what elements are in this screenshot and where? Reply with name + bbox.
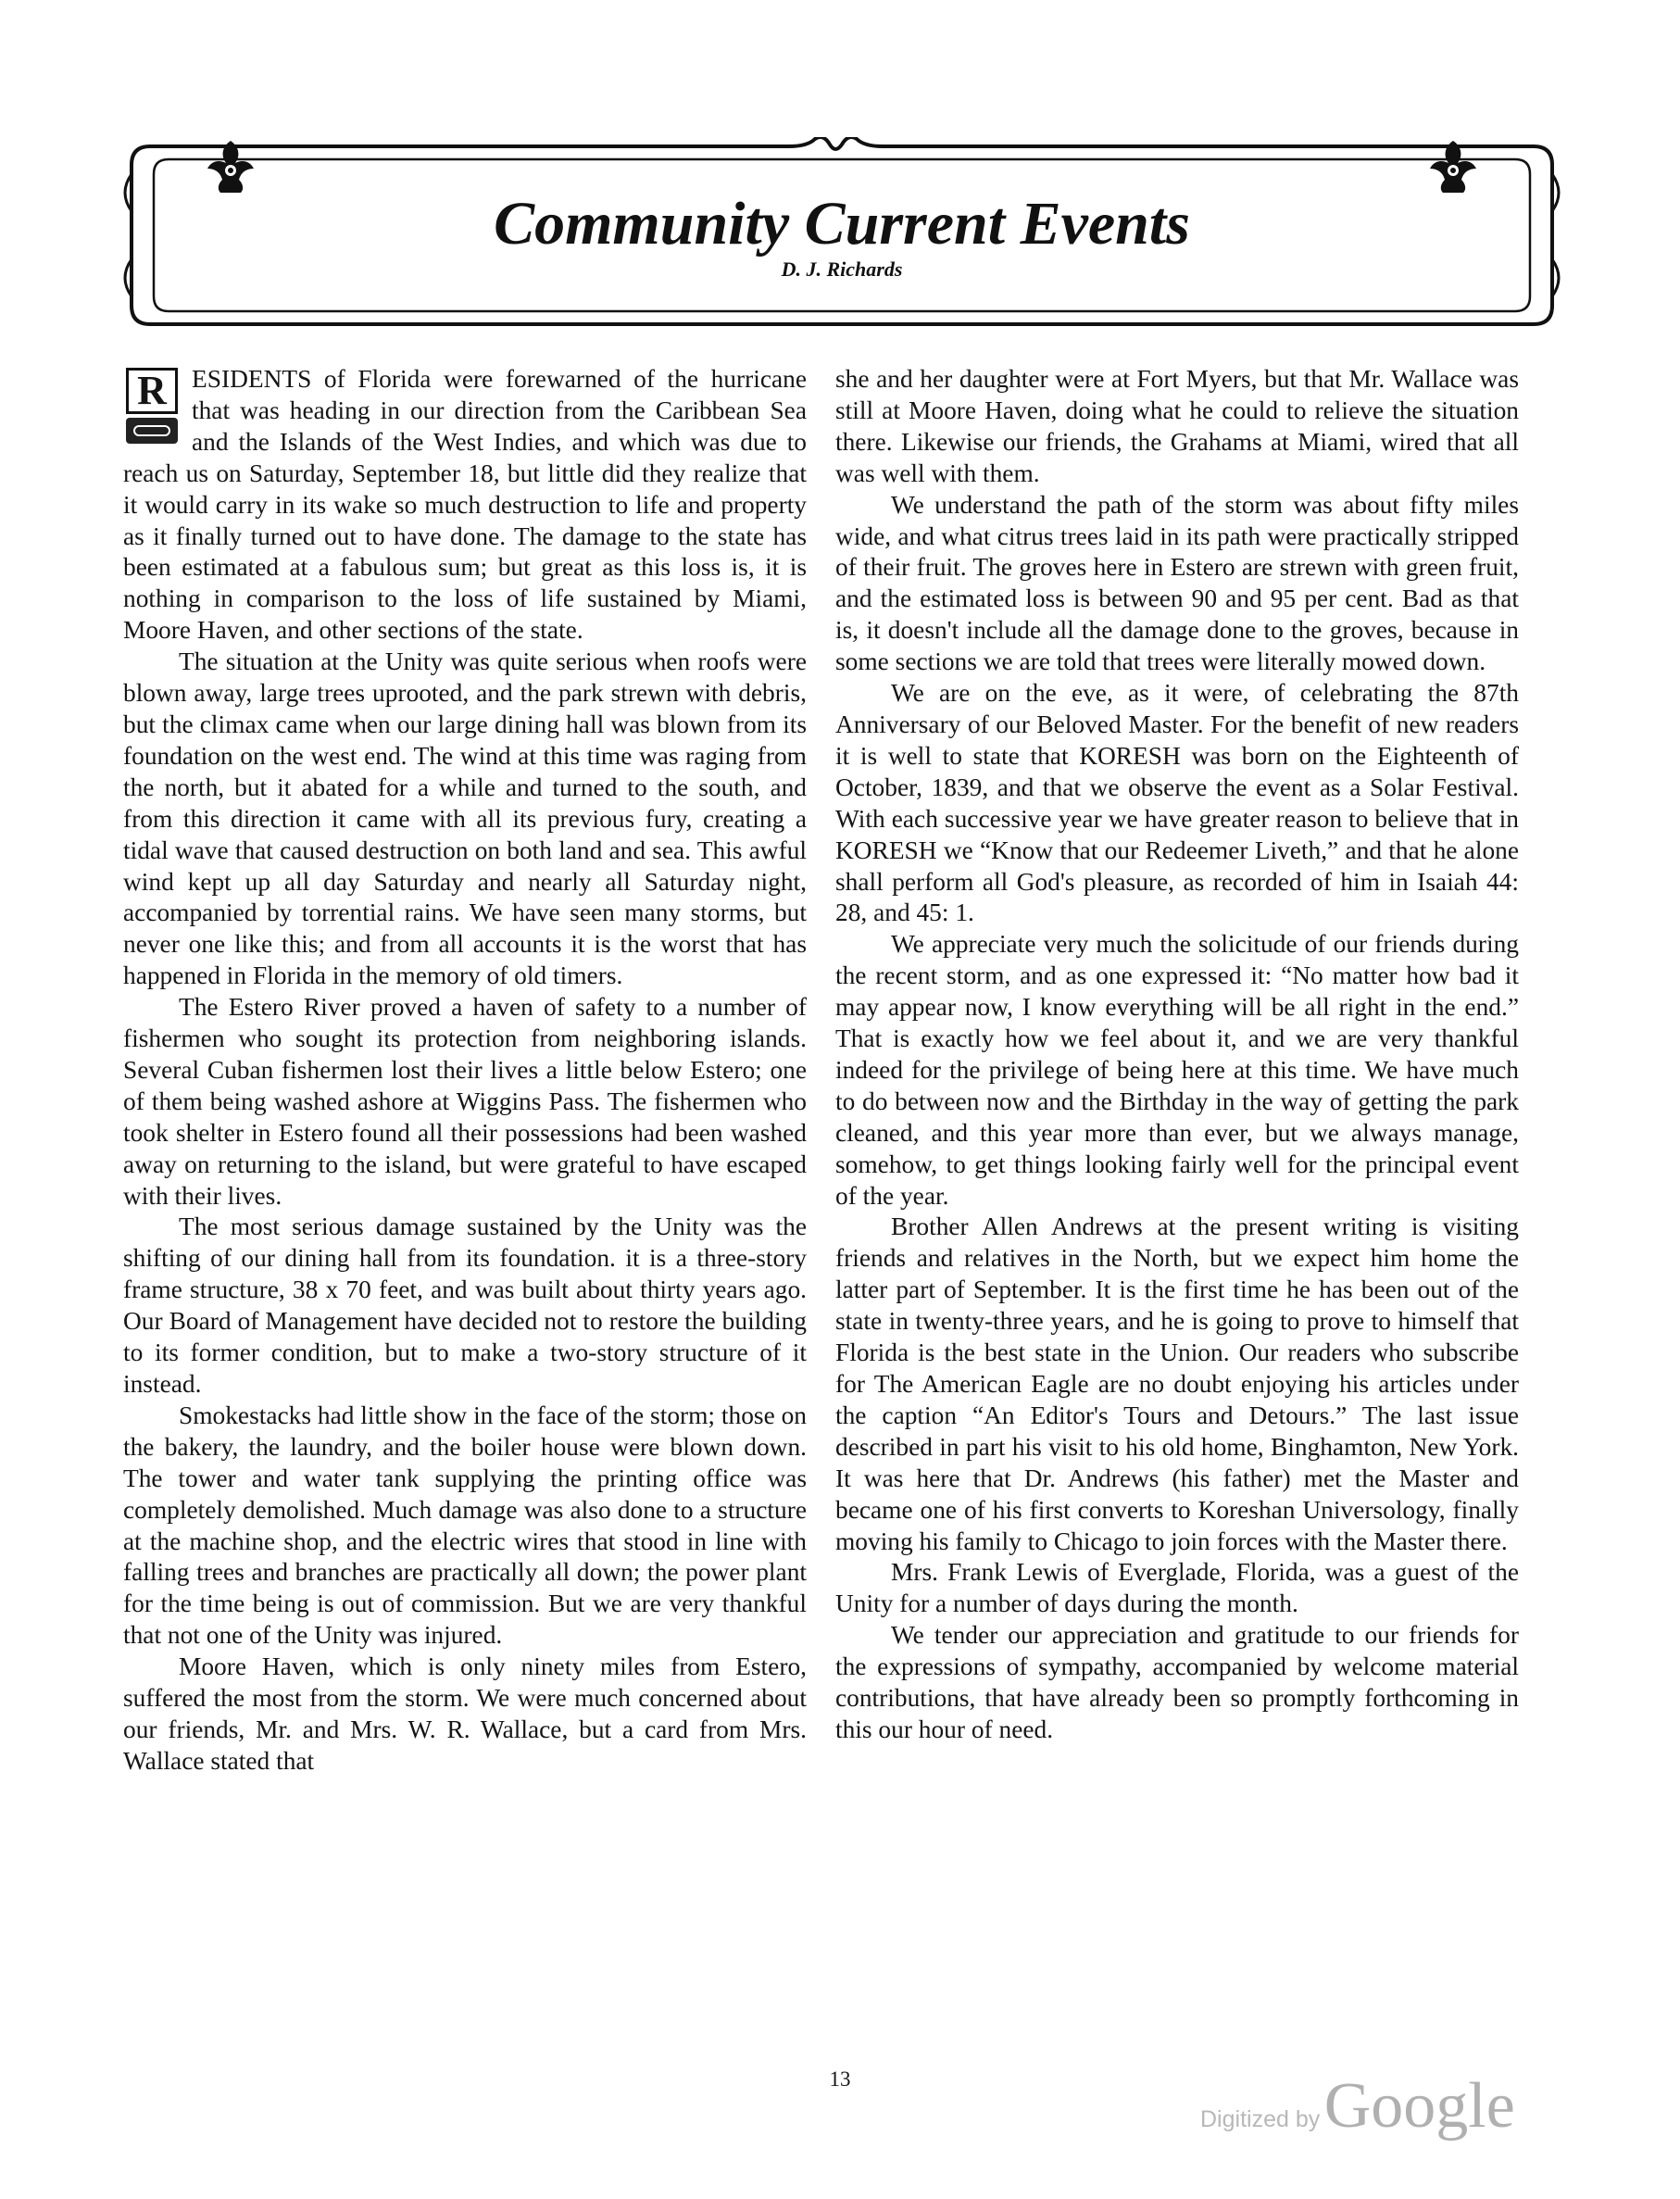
- paragraph: Mrs. Frank Lewis of Everglade, Florida, was a guest of the Unity for a number of days during the month.: [835, 1558, 1519, 1618]
- page-number: 13: [829, 2067, 851, 2091]
- digitization-watermark: [1200, 2069, 1515, 2143]
- paragraph: Smokestacks had little show in the face of the storm; those on the bakery, the laundry, and the boiler house were blown down. The tower and water tank supplying the printing office was completely demolished. Much damage was also done to a structure at the machine shop, and the electric wires that stood in line with falling trees and branches are practically all down; the power plant for the time being is out of commission. But we are very thankful that not one of the Unity was injured.: [123, 1401, 807, 1650]
- paragraph: We are on the eve, as it were, of celebrating the 87th Anniversary of our Beloved Master. For the benefit of new readers it is well to state that KORESH was born on the Eighteenth of October, 1839, and that we observe the event as a Solar Festival. With each successive year we have greater reason to believe that in KORESH we “Know that our Redeemer Liveth,” and that he alone shall perform all God's pleasure, as recorded of him in Isaiah 44: 28, and 45: 1.: [835, 679, 1519, 927]
- drop-cap: [123, 368, 181, 449]
- paragraph: We appreciate very much the solicitude of our friends during the recent storm, and as one expressed it: “No matter how bad it may appear now, I know everything will be all right in the end.” That is exactly how we feel about it, and we are very thankful indeed for the privilege of being here at this time. We have much to do between now and the Birthday in the way of getting the park cleaned, and this year more than ever, but we always manage, somehow, to get things looking fairly well for the principal event of the year.: [835, 930, 1519, 1210]
- paragraph: The most serious damage sustained by the Unity was the shifting of our dining hall from its foundation. it is a three-story frame structure, 38 x 70 feet, and was built about thirty years ago. Our Board of Management have decided not to restore the building to its former condition, but to make a two-story structure of it instead.: [123, 1213, 807, 1398]
- title-banner: [122, 137, 1561, 333]
- paragraph: We understand the path of the storm was about fifty miles wide, and what citrus trees laid in its path were practically stripped of their fruit. The groves here in Estero are strewn with green fruit, and the estimated loss is between 90 and 95 per cent. Bad as that is, it doesn't include all the damage done to the groves, because in some sections we are told that trees were literally mowed down.: [835, 490, 1519, 676]
- article-column-left: [123, 364, 807, 1778]
- paragraph: Moore Haven, which is only ninety miles from Estero, suffered the most from the storm. We were much concerned about our friends, Mr. and Mrs. W. R. Wallace, but a card from Mrs. Wallace stated that: [123, 1652, 807, 1775]
- paragraph: she and her daughter were at Fort Myers, but that Mr. Wallace was still at Moore Haven, doing what he could to relieve the situation there. Likewise our friends, the Grahams at Miami, wired that all was well with them.: [835, 365, 1519, 487]
- paragraph: The situation at the Unity was quite serious when roofs were blown away, large trees uprooted, and the park strewn with debris, but the climax came when our large dining hall was blown from its foundation on the west end. The wind at this time was raging from the north, but it abated for a while and turned to the south, and from this direction it came with all its previous fury, creating a tidal wave that caused destruction on both land and sea. This awful wind kept up all day Saturday and nearly all Saturday night, accompanied by torrential rains. We have seen many storms, but never one like this; and from all accounts it is the worst that has happened in Florida in the memory of old timers.: [123, 647, 807, 990]
- author-byline: D. J. Richards: [781, 258, 903, 281]
- page-title: Community Current Events: [494, 190, 1190, 258]
- paragraph: ESIDENTS of Florida were forewarned of the hurricane that was heading in our direction from the Caribbean Sea and the Islands of the West Indies, and which was due to reach us on Saturday, September 18, but little did they realize that it would carry in its wake so much destruction to life and property as it finally turned out to have done. The damage to the state has been estimated at a fabulous sum; but great as this loss is, it is nothing in comparison to the loss of life sustained by Miami, Moore Haven, and other sections of the state.: [123, 365, 807, 645]
- drop-cap-letter: R: [126, 368, 178, 414]
- watermark-prefix: Digitized by: [1200, 2106, 1321, 2132]
- article-column-right: [835, 364, 1519, 1746]
- paragraph: Brother Allen Andrews at the present writing is visiting friends and relatives in the North, but we expect him home the latter part of September. It is the first time he has been out of the state in twenty-three years, and he is going to prove to himself that Florida is the best state in the Union. Our readers who subscribe for The American Eagle are no doubt enjoying his articles under the caption “An Editor's Tours and Detours.” The last issue described in part his visit to his old home, Binghamton, New York. It was here that Dr. Andrews (his father) met the Master and became one of his first converts to Koreshan Universology, finally moving his family to Chicago to join forces with the Master there.: [835, 1213, 1519, 1555]
- paragraph: We tender our appreciation and gratitude to our friends for the expressions of sympathy, accompanied by welcome material contributions, that have already been so promptly forthcoming in this our hour of need.: [835, 1621, 1519, 1743]
- drop-cap-ornament-icon: [126, 418, 178, 444]
- paragraph: The Estero River proved a haven of safety to a number of fishermen who sought its protection from neighboring islands. Several Cuban fishermen lost their lives a little below Estero; one of them being washed ashore at Wiggins Pass. The fishermen who took shelter in Estero found all their possessions had been washed away on returning to the island, but were grateful to have escaped with their lives.: [123, 993, 807, 1210]
- acanthus-ornament-icon: [1424, 137, 1482, 195]
- watermark-brand: Google: [1323, 2070, 1515, 2142]
- acanthus-ornament-icon: [202, 137, 259, 195]
